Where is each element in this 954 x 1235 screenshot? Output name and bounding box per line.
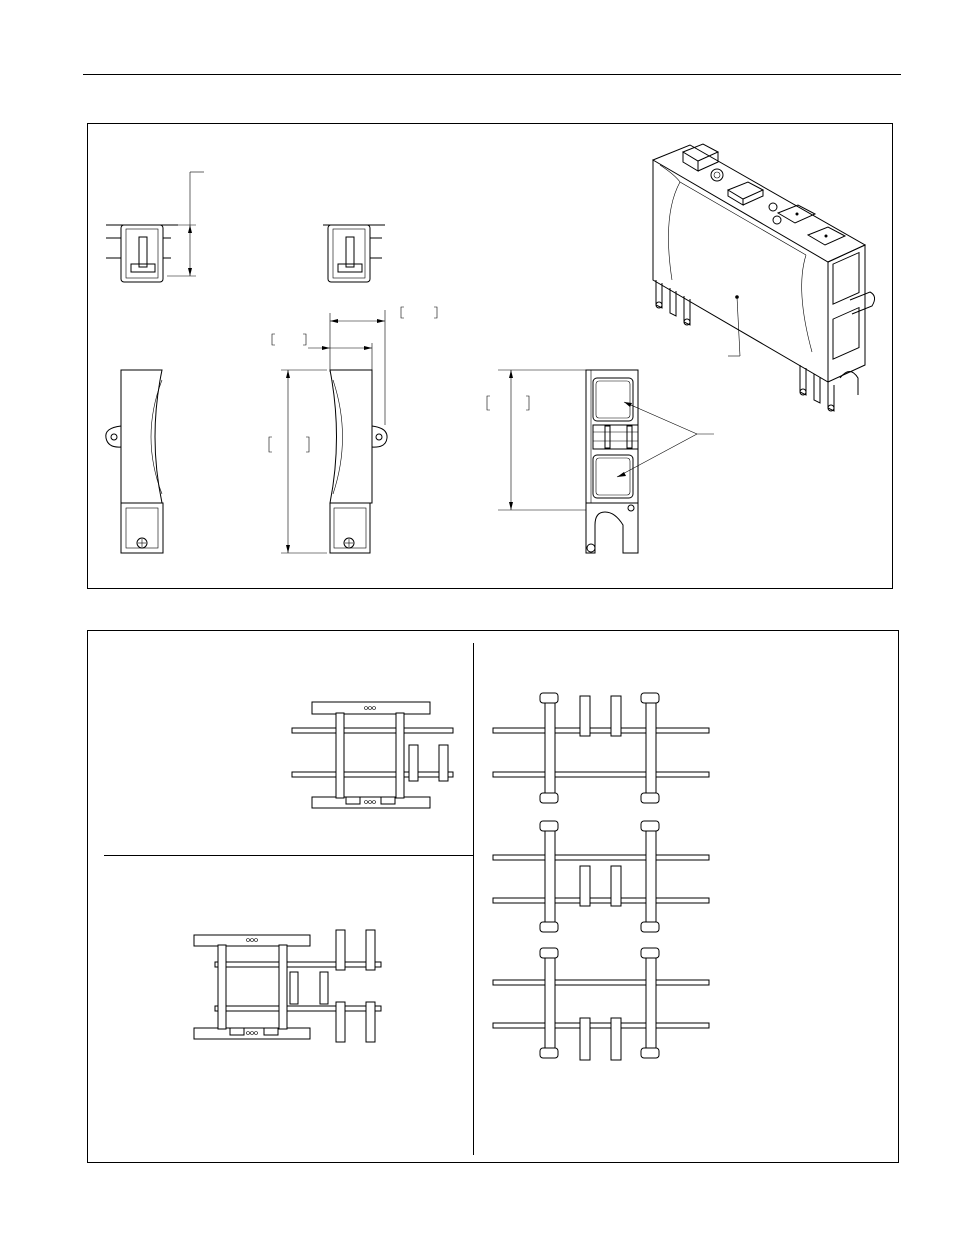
- side-view-right: [330, 370, 387, 553]
- side-view-left: [106, 370, 163, 553]
- width-dimensions-side: [272, 307, 437, 425]
- top-view-left: [106, 225, 178, 282]
- config-upper-modules: [493, 693, 709, 803]
- height-dimension-side: [269, 370, 327, 553]
- height-dimension-top: [167, 172, 204, 276]
- rocker-switch-icon: [728, 182, 763, 205]
- config-side-by-side-rails: [292, 702, 453, 808]
- height-dimension-front: [487, 370, 586, 510]
- isometric-view: [653, 144, 875, 411]
- config-extended-rails: [194, 930, 381, 1042]
- config-middle-modules: [493, 821, 709, 932]
- top-view-right: [323, 225, 385, 282]
- config-lower-modules: [493, 948, 709, 1060]
- front-view: [586, 370, 638, 553]
